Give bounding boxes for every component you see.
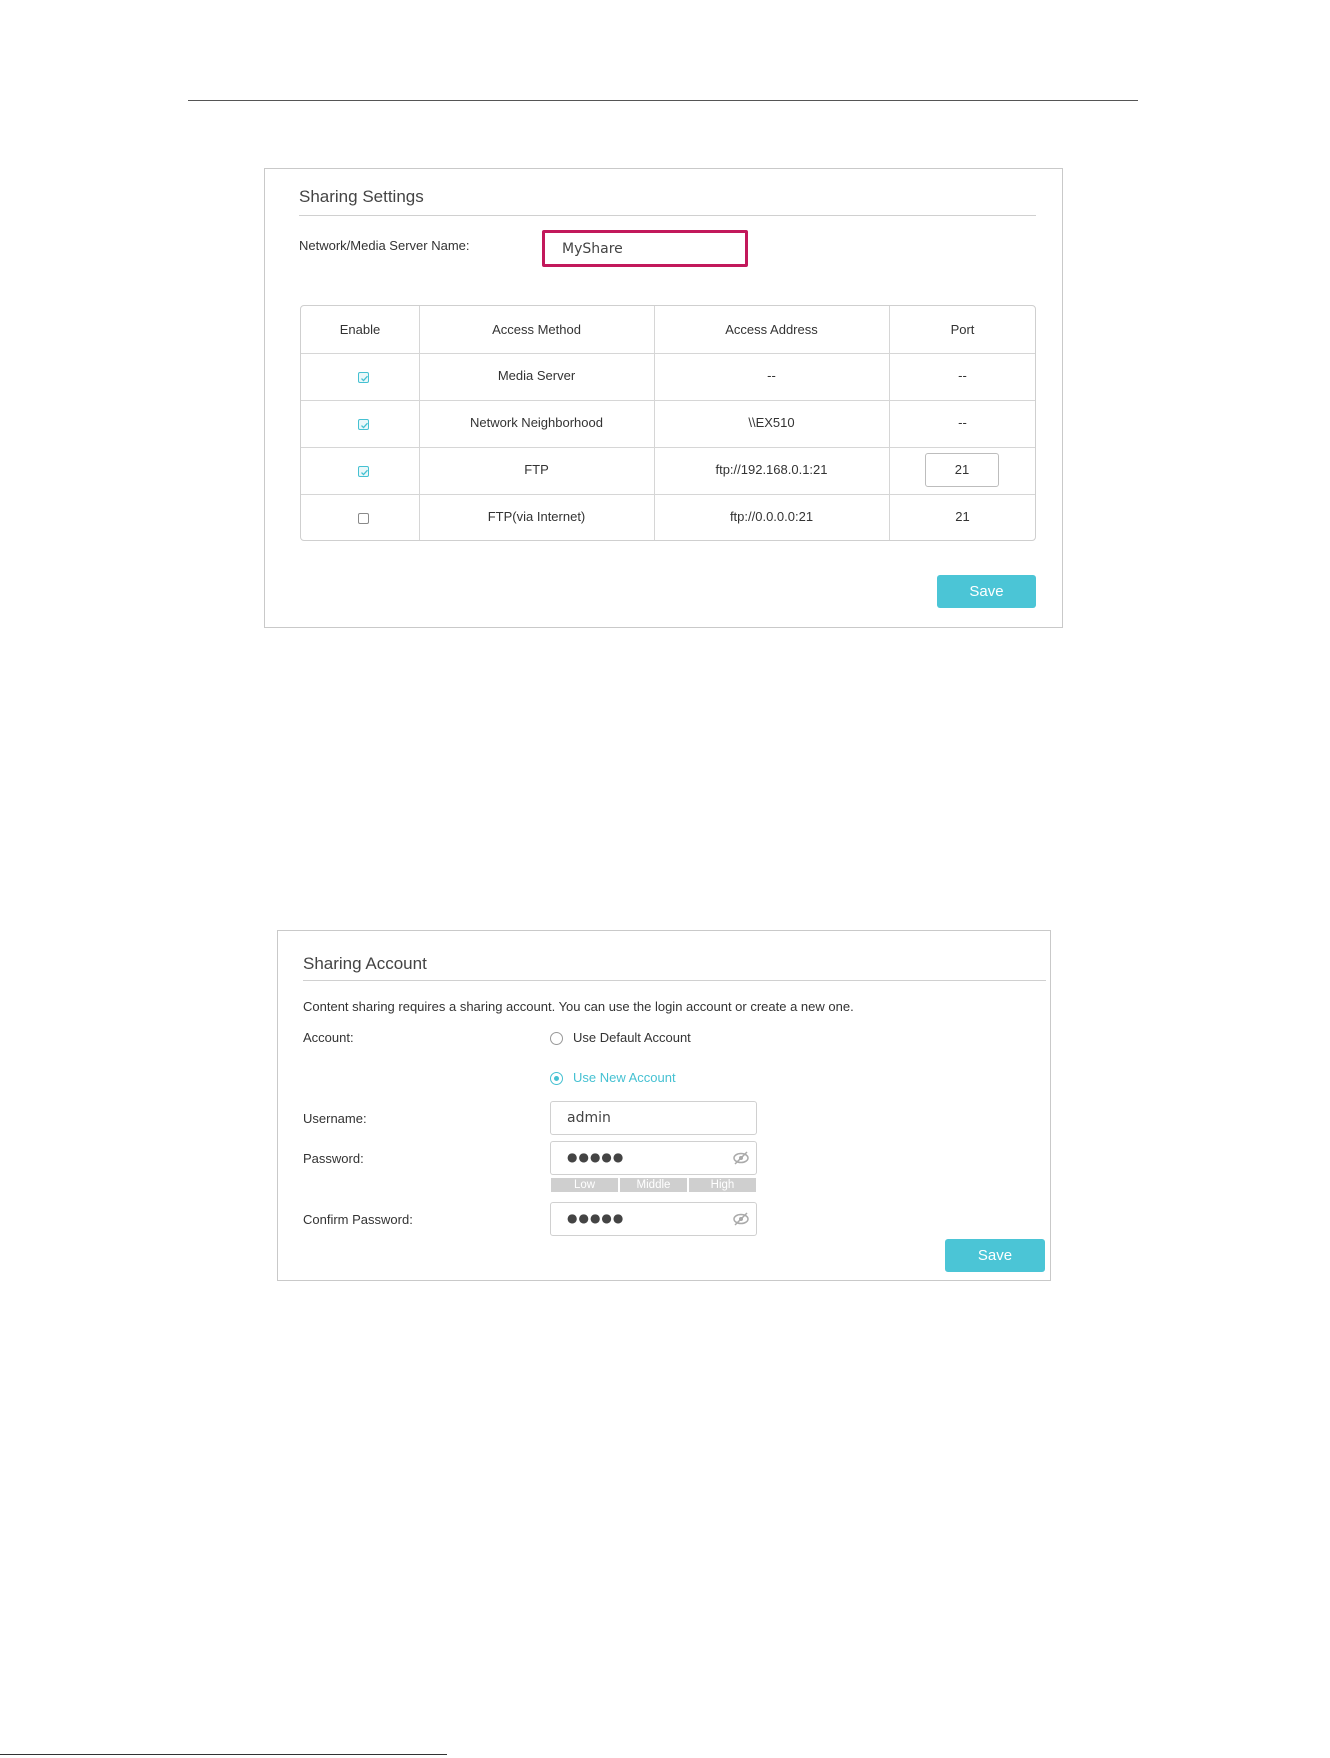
eye-slash-icon[interactable] [732, 1150, 750, 1166]
password-input[interactable] [550, 1141, 757, 1175]
save-button[interactable]: Save [937, 575, 1036, 608]
method-cell: Media Server [497, 368, 576, 383]
title-divider [299, 215, 1036, 216]
port-cell: 21 [955, 509, 970, 524]
eye-slash-icon[interactable] [732, 1211, 750, 1227]
method-cell: Network Neighborhood [470, 415, 603, 430]
panel-title: Sharing Settings [299, 187, 424, 206]
footer-rule [0, 1754, 447, 1755]
strength-low: Low [551, 1178, 618, 1192]
confirm-password-input[interactable] [550, 1202, 757, 1236]
enable-checkbox-ftp-internet[interactable] [358, 513, 369, 524]
row-divider [301, 400, 1035, 401]
port-cell: -- [958, 415, 967, 430]
strength-high: High [689, 1178, 756, 1192]
port-cell: -- [958, 368, 967, 383]
row-divider [301, 494, 1035, 495]
title-divider [303, 980, 1046, 981]
method-cell: FTP [524, 462, 549, 477]
address-cell: ftp://192.168.0.1:21 [715, 462, 828, 477]
access-method-table [300, 305, 1036, 541]
password-label: Password: [303, 1151, 364, 1166]
account-description: Content sharing requires a sharing account. You can use the login account or create a new one. [303, 999, 854, 1014]
address-cell: -- [767, 368, 776, 383]
row-divider [301, 447, 1035, 448]
column-header-enable: Enable [339, 322, 381, 337]
row-divider [301, 353, 1035, 354]
address-cell: \\EX510 [748, 415, 795, 430]
username-label: Username: [303, 1111, 367, 1126]
panel-title: Sharing Account [303, 954, 427, 973]
strength-middle: Middle [620, 1178, 687, 1192]
server-name-label: Network/Media Server Name: [299, 238, 470, 253]
column-header-port: Port [950, 322, 975, 337]
ftp-port-input[interactable]: 21 [925, 453, 999, 487]
sharing-settings-panel [264, 168, 1063, 628]
radio-default-account-label[interactable]: Use Default Account [573, 1030, 691, 1045]
save-button[interactable]: Save [945, 1239, 1045, 1272]
confirm-password-label: Confirm Password: [303, 1212, 413, 1227]
address-cell: ftp://0.0.0.0:21 [729, 509, 814, 524]
column-header-access-address: Access Address [725, 322, 818, 337]
confirm-password-value: ●●●●● [567, 1211, 625, 1225]
enable-checkbox-network-neighborhood[interactable] [358, 419, 369, 430]
server-name-input[interactable]: MyShare [542, 230, 748, 267]
sharing-account-panel [277, 930, 1051, 1281]
username-input[interactable]: admin [550, 1101, 757, 1135]
enable-checkbox-ftp[interactable] [358, 466, 369, 477]
radio-new-account[interactable] [550, 1072, 563, 1085]
radio-default-account[interactable] [550, 1032, 563, 1045]
method-cell: FTP(via Internet) [487, 509, 586, 524]
account-label: Account: [303, 1030, 354, 1045]
password-value: ●●●●● [567, 1150, 625, 1164]
password-strength-meter [551, 1178, 756, 1192]
page-header-rule [188, 100, 1138, 101]
checkmark-icon [359, 467, 370, 478]
checkmark-icon [359, 373, 370, 384]
checkmark-icon [359, 420, 370, 431]
enable-checkbox-media-server[interactable] [358, 372, 369, 383]
radio-new-account-label[interactable]: Use New Account [573, 1070, 676, 1085]
column-header-access-method: Access Method [492, 322, 581, 337]
